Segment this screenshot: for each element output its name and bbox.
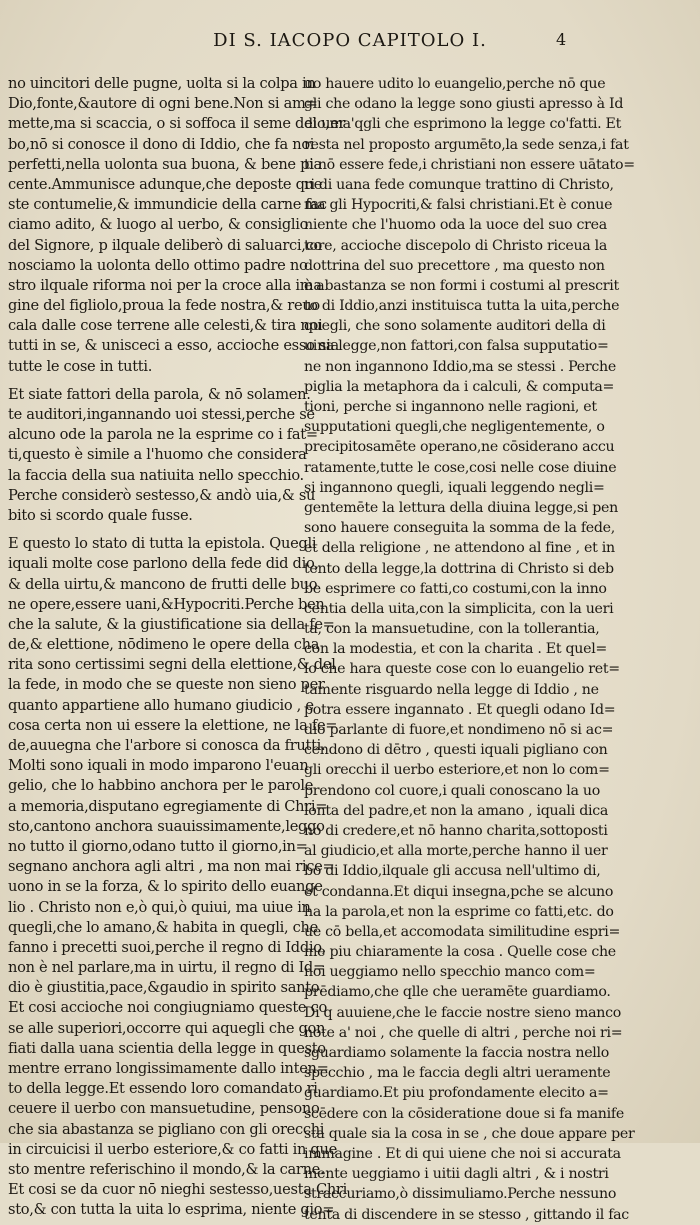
text-line: straccuriamo,ò dissimuliamo.Perche nessuno [304,1186,617,1203]
text-line: centia della uita,con la simplicita, con la ueri [304,600,614,617]
text-line: alcuno ode la parola ne la esprime co i fat= [8,426,318,444]
text-line: quanto appartiene allo humano giudicio , e [8,696,314,714]
text-line: è abastanza se non formi i costumi al prescrit [304,277,619,294]
text-line: al giudicio,et alla morte,perche hanno il uer [304,843,608,860]
text-line: ste contumelie,& immundicie della carne fac [8,196,327,214]
text-line: no di credere,et nō hanno charita,sottoposti [304,822,608,839]
text-line: che sia abastanza se pigliano con gli orecchi [8,1120,325,1138]
text-line: precipitosamēte operano,ne cōsiderano accu [304,439,615,456]
text-line: no uincitori delle pugne, uolta si la colpa in [8,75,316,92]
text-line: dottrina del suo precettore , ma questo non [304,257,605,274]
text-line: uina legge,non fattori,con falsa supputatio= [304,338,609,355]
text-line: si ingannono quegli, iquali leggendo negli= [304,479,605,496]
text-line: & della uirtu,& mancono de frutti delle buo [8,575,318,593]
text-line: cente.Ammunisce adunque,che deposte que [8,175,323,193]
text-line: sta quale sia la cosa in se , che doue appare per [304,1125,635,1142]
text-line: in circuicisi il uerbo esteriore,& co fatti in que [8,1140,337,1158]
text-line: dio,ma'qgli che esprimono la legge co'fatti. Et [304,116,622,133]
text-line: Et cosi accioche noi congiugniamo queste co [8,999,327,1017]
text-line: sto,& con tutta la uita lo esprima, niente gio= [8,1201,335,1219]
text-line: Di q auuiene,che le faccie nostre sieno manco [304,1004,621,1021]
text-line: ne opere,essere uani,&Hypocriti.Perche ben [8,595,325,613]
text-line: no tutto il giorno,odano tutto il giorno,in= [8,837,308,855]
left-text-column [8,74,347,1219]
text-line: rita sono certissimi segni della elettione,& del [8,656,336,674]
text-line: dio è giustitia,pace,&gaudio in spirito santo. [8,979,324,997]
text-line: mente ueggiamo i uitii dagli altri , & i nostri [304,1166,609,1183]
text-line: immagine . Et di qui uiene che noi si accurata [304,1145,621,1162]
text-line: la faccia della sua natiuita nello specchio. [8,466,304,484]
text-line: sto,cantono anchora suauissimamente,leggo [8,817,325,835]
text-line: gentemēte la lettura della diuina legge,si pen [304,499,618,516]
text-line: to di Iddio,anzi instituisca tutta la uita,perche [304,298,620,315]
text-line: potra essere ingannato . Et quegli odano Id= [304,701,616,718]
text-line: ri di uana fede comunque trattino di Christo, [304,176,614,193]
text-line: supputationi quegli,che negligentemente, o [304,419,605,436]
text-line: sguardiamo solamente la faccia nostra nello [304,1045,610,1061]
text-line: note a' noi , che quelle di altri , perche noi ri= [304,1024,623,1041]
text-line: quegli,che lo amano,& habita in quegli, che [8,918,318,936]
text-line: sto mentre referischino il mondo,& la carne. [8,1160,325,1178]
text-line: prendono col cuore,i quali conoscano la uo [304,782,600,799]
text-line: fanno i precetti suoi,perche il regno di Iddio, [8,938,327,956]
text-line: fiati dalla uana scientia della legge in questo [8,1039,326,1057]
text-line: non è nel parlare,ma in uirtu, il regno di Id= [8,959,325,977]
text-line: guardiamo.Et piu profondamente elecito a= [304,1085,609,1102]
text-line: scēdere con la cōsideratione doue si fa manife [304,1105,624,1122]
text-line: noi ueggiamo nello specchio manco com= [304,964,596,981]
text-line: lo che hara queste cose con lo euangelio ret= [304,661,620,678]
text-line: piglia la metaphora da i calculi, & computa= [304,378,615,395]
text-line: prēdiamo,che qlle che ueramēte guardiamo. [304,984,611,1001]
text-line: specchio , ma le faccia degli altri ueramente [304,1065,611,1082]
text-line: ne non ingannono Iddio,ma se stessi . Perche [304,358,616,375]
text-line: ma gli Hypocriti,& falsi christiani.Et è conue [304,197,613,214]
text-line: che la salute, & la giustificatione sia della fe= [8,615,335,633]
text-line: uo hauere udito lo euangelio,perche nō que [304,76,606,92]
text-line: Dio,fonte,&autore di ogni bene.Non si am= [8,95,318,113]
text-line: uono in se la forza, & lo spirito dello euange [8,878,323,896]
text-line: mentre errano longissimamente dallo inten= [8,1060,329,1077]
text-line: me piu chiaramente la cosa . Quelle cose che [304,944,616,961]
text-line: lio . Christo non e,ò qui,ò quiui, ma uiue in [8,898,311,916]
text-line: ti nō essere fede,i christiani non essere uātato= [304,156,635,173]
text-line: gli che odano la legge sono giusti apresso à Id [304,96,624,113]
text-line: a memoria,disputano egregiamente di Chri= [8,797,328,815]
text-line: del Signore, p ilquale deliberò di saluarci,co [8,236,322,254]
text-line: lonta del padre,et non la amano , iquali dica [304,802,609,819]
text-line: segnano anchora agli altri , ma non mai rice= [8,858,335,876]
text-line: Et cosi se da cuor nō nieghi sestesso,uesta Chri [8,1181,347,1199]
text-line: sono hauere conseguita la somma de la fede, [304,520,615,537]
text-line: bo,nō si conosce il dono di Iddio, che fa noi [8,135,315,153]
text-line: ue cō bella,et accomodata similitudine espri= [304,923,621,940]
text-line: cosa certa non ui essere la elettione, ne la fe= [8,716,338,734]
text-line: E questo lo stato di tutta la epistola. Quegli [8,535,317,553]
text-line: ceuere il uerbo con mansuetudine, pensono [8,1100,320,1118]
text-line: ta, con la mansuetudine, con la tollerantia, [304,621,600,638]
text-line: con la modestia, et con la charita . Et quel= [304,641,608,658]
text-line: la fede, in modo che se queste non sieno per [8,676,325,694]
text-line: tamente risguardo nella legge di Iddio , ne [304,681,599,698]
text-line: et condanna.Et diqui insegna,pche se alcuno [304,883,614,900]
text-line: Molti sono iquali in modo imparono l'euan [8,757,309,775]
text-line: se alle superiori,occorre qui aquegli che gon [8,1019,326,1037]
text-line: resta nel proposto argumēto,la sede senza,i fat [304,136,629,153]
text-line: iquali molte cose parlono della fede did dio, [8,555,319,573]
text-line: stro ilquale riforma noi per la croce alla ima [8,276,322,294]
text-line: cala dalle cose terrene alle celesti,& tira noi [8,317,323,335]
text-line: tutti in se, & unisceci a esso, accioche esso sia [8,337,339,355]
text-line: de,& elettione, nōdimeno le opere della cha [8,636,320,654]
text-line: ti,questo è simile a l'huomo che considera [8,446,307,464]
text-line: gli orecchi il uerbo esteriore,et non lo com= [304,762,610,779]
text-line: ratamente,tutte le cose,cosi nelle cose diuine [304,459,617,476]
text-line: tutte le cose in tutti. [8,357,153,375]
text-line: gelio, che lo habbino anchora per le parole [8,777,314,795]
text-line: tento della legge,la dottrina di Christo si deb [304,560,614,577]
text-line: to della legge.Et essendo loro comandato ri [8,1080,318,1098]
text-line: bito si scordo quale fusse. [8,506,193,524]
text-line: Perche considerò sestesso,& andò uia,& su [8,486,316,504]
text-line: mette,ma si scaccia, o si soffoca il seme del uer [8,115,346,133]
text-line: ha la parola,et non la esprime co fatti,etc. do [304,903,614,920]
page-header [0,30,700,60]
text-line: perfetti,nella uolonta sua buona, & bene pia [8,155,322,173]
text-line: et della religione , ne attendono al fine , et in [304,540,615,557]
text-line: de,auuegna che l'arbore si conosca da frutti. [8,737,326,754]
text-line: te auditori,ingannando uoi stessi,perche se [8,406,315,423]
text-line: dio parlante di fuore,et nondimeno nō si ac= [304,722,614,738]
page-number: 4 [556,30,567,49]
text-line: tioni, perche si ingannono nelle ragioni, et [304,399,597,415]
text-line: ciamo adito, & luogo al uerbo, & consiglio [8,216,309,234]
text-line: be esprimere co fatti,co costumi,con la inno [304,580,607,597]
text-line: nosciamo la uolonta dello ottimo padre no [8,256,308,274]
text-line: tenta di discendere in se stesso , gittando il fac [304,1206,629,1223]
running-head: DI S. IACOPO CAPITOLO I. [213,30,487,51]
text-line: bo di Iddio,ilquale gli accusa nell'ultimo di, [304,863,601,880]
text-line: quegli, che sono solamente auditori della di [304,318,606,335]
text-line: niente che l'huomo oda la uoce del suo crea [304,217,607,234]
text-line: gine del figliolo,proua la fede nostra,& reuo [8,297,320,315]
right-text-column [304,74,635,1223]
text-line: Et siate fattori della parola, & nō solamen. [8,385,311,403]
text-line: tore, accioche discepolo di Christo riceua la [304,237,608,254]
text-line: cendono di dētro , questi iquali pigliano con [304,742,608,759]
